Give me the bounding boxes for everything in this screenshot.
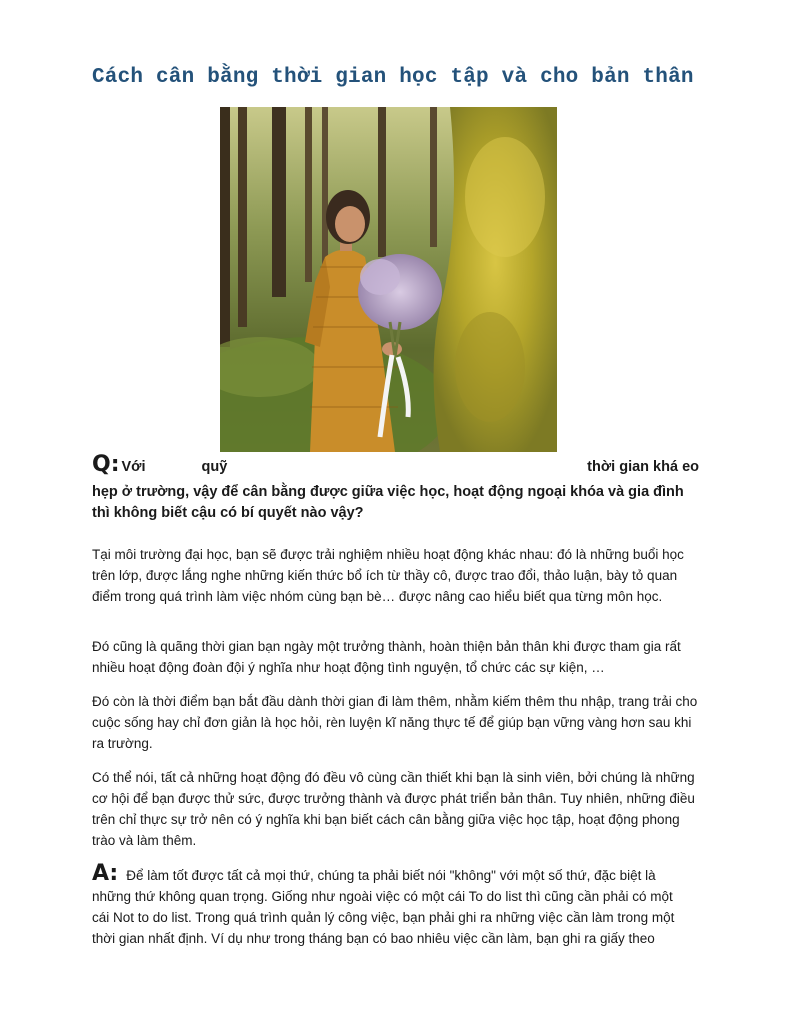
question-word: thời gian khá eo: [587, 459, 699, 475]
body-paragraph: Có thể nói, tất cả những hoạt động đó đều vô cùng cần thiết khi bạn là sinh viên, bởi chúng là những cơ hội để bạn được thử sức, được trưởng thành và được phát triển bản thân. Tuy nhiên, những điều trên chỉ thực sự trở nên có ý nghĩa khi bạn biết cách cân bằng giữa việc học tập, hoạt động phong trào và làm thêm.: [92, 770, 695, 848]
answer-marker: A:: [92, 861, 119, 886]
body-paragraph: Tại môi trường đại học, bạn sẽ được trải nghiệm nhiều hoạt động khác nhau: đó là những buổi học trên lớp, được lắng nghe những kiến thức bổ ích từ thầy cô, được trao đổi, thảo luận, bày tỏ quan điểm trong quá trình làm việc nhóm cùng bạn bè… được nâng cao hiểu biết qua từng môn học.: [92, 547, 684, 604]
answer-line: những thứ không quan trọng. Giống như ngoài việc có một cái To do list thì cũng cần phải có một: [92, 889, 673, 904]
question-marker: Q:: [92, 452, 120, 477]
answer-line: cái Not to do list. Trong quá trình quản lý công việc, bạn phải ghi ra những việc cần làm trong một: [92, 910, 675, 925]
photo-girl-with-flowers-in-forest-icon: [220, 107, 557, 452]
answer-first-line: [92, 863, 702, 886]
body-paragraph: Đó cũng là quãng thời gian bạn ngày một trưởng thành, hoàn thiện bản thân khi được tham gia rất nhiều hoạt động đoàn đội ý nghĩa như hoạt động tình nguyện, tổ chức các sự kiện, …: [92, 639, 681, 675]
question-first-line: [92, 452, 699, 480]
question-word: Với: [121, 459, 146, 475]
answer-line: Để làm tốt được tất cả mọi thứ, chúng ta phải biết nói "không" với một số thứ, đặc biệt là: [126, 868, 656, 883]
question-block: [92, 452, 699, 524]
question-text: hẹp ở trường, vậy để cân bằng được giữa việc học, hoạt động ngoại khóa và gia đình thì không biết cậu có bí quyết nào vậy?: [92, 484, 684, 521]
answer-block: [92, 863, 702, 949]
body-paragraph: Đó còn là thời điểm bạn bắt đầu dành thời gian đi làm thêm, nhằm kiếm thêm thu nhập, trang trải cho cuộc sống hay chỉ đơn giản là học hỏi, rèn luyện kĩ năng thực tế để giúp bạn vững vàng hơn sau khi ra trường.: [92, 694, 698, 751]
question-word: quỹ: [201, 459, 228, 475]
article-photo: [220, 107, 557, 452]
answer-line: thời gian nhất định. Ví dụ như trong tháng bạn có bao nhiêu việc cần làm, bạn ghi ra giấy theo: [92, 931, 655, 946]
page-title: Cách cân bằng thời gian học tập và cho bản thân: [92, 66, 694, 89]
